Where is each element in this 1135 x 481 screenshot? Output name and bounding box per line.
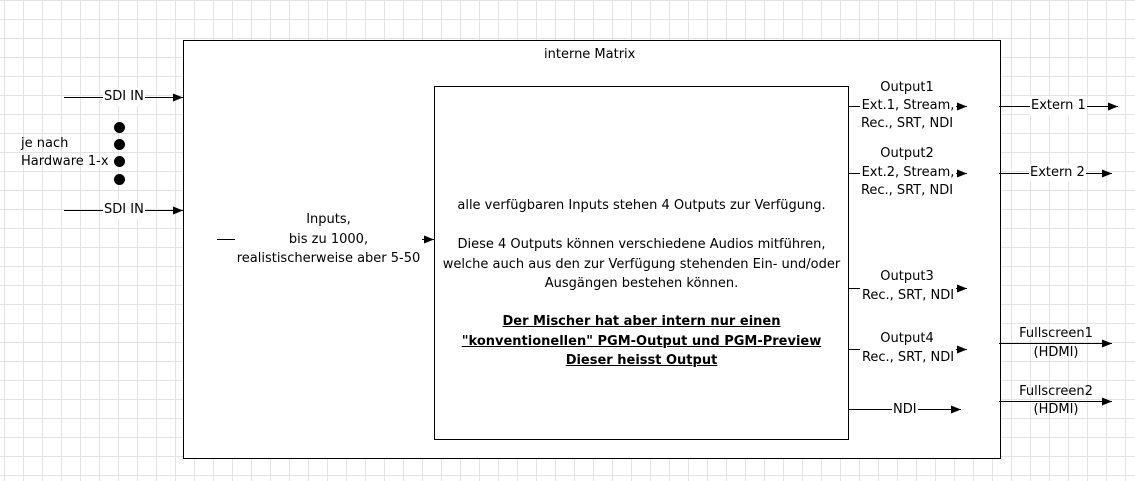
extern1-label: Extern 1 bbox=[1031, 98, 1086, 113]
output3-line1: Rec., SRT, NDI bbox=[861, 288, 955, 303]
output4-title: Output4 bbox=[880, 331, 934, 346]
inputs-label-line1: Inputs, bbox=[306, 212, 351, 227]
matrix-title: interne Matrix bbox=[544, 47, 636, 62]
ellipsis-dot-4 bbox=[114, 174, 125, 185]
fullscreen1-line2: (HDMI) bbox=[1033, 345, 1079, 360]
output1-line2: Rec., SRT, NDI bbox=[860, 116, 954, 131]
inner-note-3: Dieser heisst Output bbox=[565, 353, 718, 368]
output2-title: Output2 bbox=[880, 146, 934, 161]
output1-title: Output1 bbox=[880, 80, 934, 95]
inner-text-outputs: alle verfügbaren Inputs stehen 4 Outputs zur Verfügung. bbox=[457, 198, 826, 213]
hardware-note-line2: Hardware 1-x bbox=[21, 154, 109, 169]
ellipsis-dot-3 bbox=[114, 156, 125, 167]
output3-title: Output3 bbox=[880, 269, 934, 284]
extern2-label: Extern 2 bbox=[1030, 165, 1085, 180]
ndi-label: NDI bbox=[893, 402, 917, 417]
sdi-in-2-label: SDI IN bbox=[104, 202, 144, 217]
inner-text-audio-2: welche auch aus den zur Verfügung stehenden Ein- und/oder bbox=[442, 256, 841, 272]
inputs-label-line3: realistischerweise aber 5-50 bbox=[236, 251, 421, 266]
inner-text-audio-3: Ausgängen bestehen können. bbox=[544, 276, 739, 291]
fullscreen1-line1: Fullscreen1 bbox=[1019, 326, 1093, 341]
output2-line2: Rec., SRT, NDI bbox=[860, 183, 954, 198]
output1-line1: Ext.1, Stream, bbox=[861, 98, 955, 113]
inner-note-1: Der Mischer hat aber intern nur einen bbox=[502, 314, 781, 329]
hardware-note-line1: je nach bbox=[21, 136, 69, 151]
output2-line1: Ext.2, Stream, bbox=[861, 165, 955, 180]
output4-line1: Rec., SRT, NDI bbox=[861, 350, 955, 365]
ellipsis-dot-2 bbox=[114, 139, 125, 150]
sdi-in-1-label: SDI IN bbox=[104, 89, 144, 104]
inner-note-2: "konventionellen" PGM-Output und PGM-Preview bbox=[461, 333, 822, 349]
fullscreen2-line2: (HDMI) bbox=[1033, 402, 1079, 417]
inputs-label bbox=[235, 210, 422, 269]
inputs-label-line2: bis zu 1000, bbox=[288, 231, 369, 247]
inner-text-audio-1: Diese 4 Outputs können verschiedene Audios mitführen, bbox=[457, 237, 826, 252]
ellipsis-dot-1 bbox=[114, 122, 125, 133]
fullscreen2-line1: Fullscreen2 bbox=[1019, 384, 1093, 399]
